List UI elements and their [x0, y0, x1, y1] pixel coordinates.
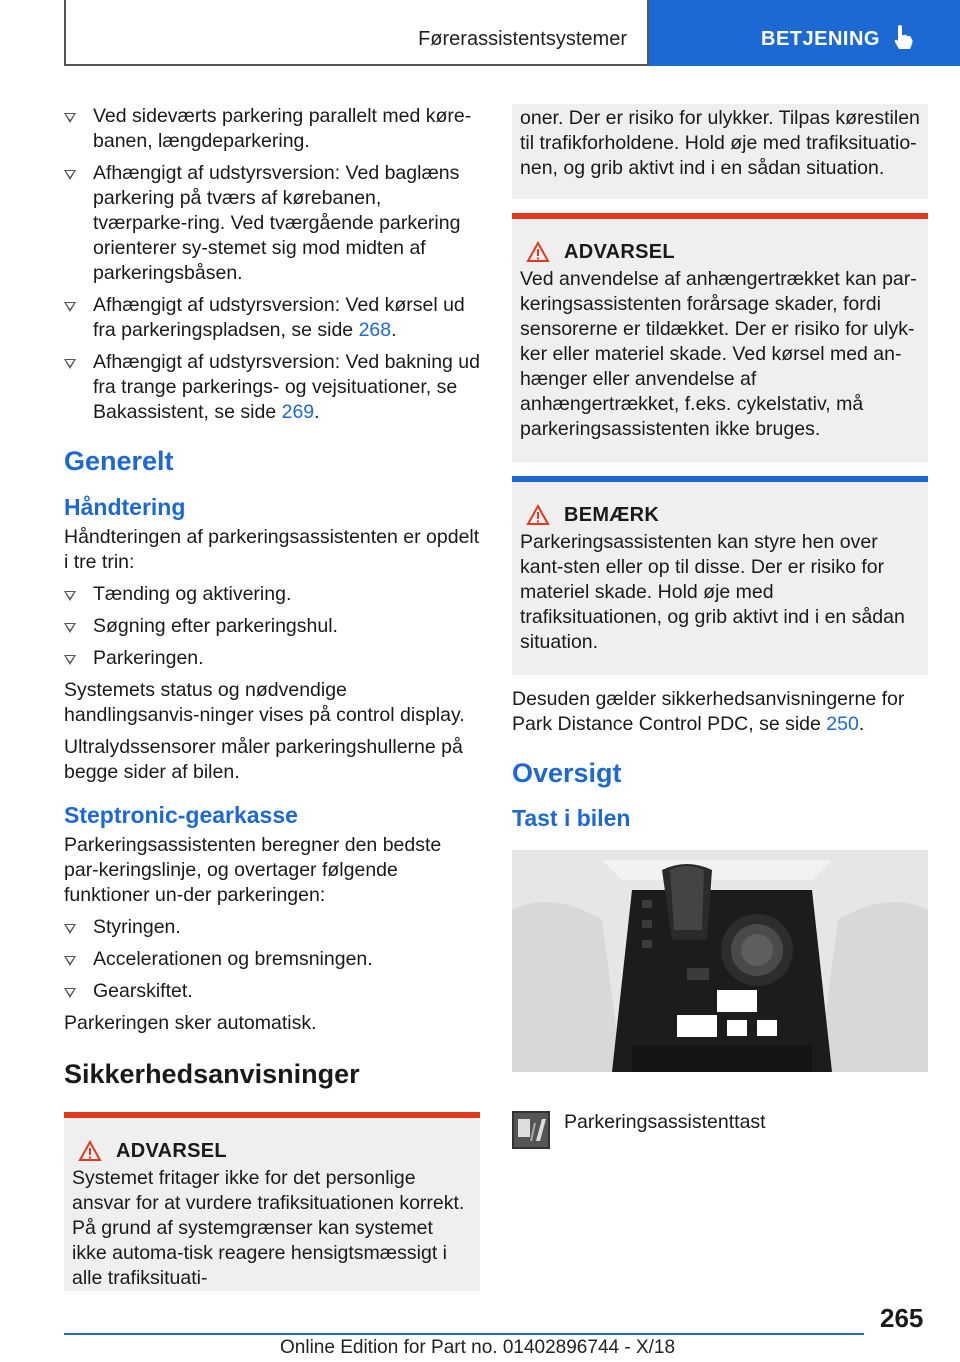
hand-pointer-icon [892, 24, 914, 50]
header-chapter-label: BETJENING [761, 28, 880, 50]
warning-body: Ved anvendelse af anhængertrækket kan par-keringsassistenten forårsage skader, fordi sensorerne er tildækket. Der er risiko for ulyk-ker eller materiel skade. Ved kørsel med an-hænger eller anvendelse af anhængertrækket, f.eks. cykelstativ, må parkeringsassistenten ikke bruges. [520, 268, 917, 440]
triangle-bullet-icon [64, 302, 76, 312]
heading-sikkerhed: Sikkerhedsanvisninger [64, 1059, 360, 1089]
paragraph: Parkeringen sker automatisk. [64, 1012, 317, 1034]
list-item: Styringen. [64, 915, 480, 940]
list-item: Ved sideværts parkering parallelt med køre-banen, længdeparkering. [64, 104, 480, 154]
triangle-bullet-icon [64, 591, 76, 601]
page-link-269[interactable]: 269 [281, 401, 315, 423]
warning-title: ADVARSEL [72, 1136, 472, 1166]
heading-oversigt: Oversigt [512, 758, 622, 788]
list-item: Parkeringen. [64, 646, 480, 671]
list-item: Accelerationen og bremsningen. [64, 947, 480, 972]
paragraph: Ultralydssensorer måler parkeringshullerne på begge sider af bilen. [64, 736, 463, 783]
paragraph: Håndteringen af parkeringsassistenten er opdelt i tre trin: [64, 526, 480, 573]
center-console-photo [512, 850, 928, 1072]
heading-handtering: Håndtering [64, 494, 186, 520]
warning-box [64, 1112, 480, 1291]
note-box [512, 476, 928, 675]
header-section-box [64, 0, 649, 66]
triangle-bullet-icon [64, 956, 76, 966]
list-item: Søgning efter parkeringshul. [64, 614, 480, 639]
note-triangle-icon [526, 504, 550, 526]
header-chapter-tab[interactable] [649, 0, 960, 66]
parking-button-row [512, 1103, 928, 1141]
paragraph: Parkeringsassistenten beregner den bedste par-keringslinje, og overtager følgende funktioner un-der parkeringen: [64, 834, 442, 906]
page-link-250[interactable]: 250 [826, 713, 859, 735]
footer-edition: Online Edition for Part no. 01402896744 - X/18 [280, 1337, 676, 1358]
left-column [64, 104, 480, 1291]
page-link-268[interactable]: 268 [358, 319, 392, 341]
triangle-bullet-icon [64, 924, 76, 934]
paragraph: Desuden gælder sikkerhedsanvisningerne for Park Distance Control PDC, se side 250. [512, 688, 905, 735]
header-section-title: Førerassistentsystemer [418, 28, 627, 50]
triangle-bullet-icon [64, 359, 76, 369]
right-column [512, 104, 928, 1141]
heading-steptronic: Steptronic-gearkasse [64, 802, 298, 828]
button-label: Parkeringsassistenttast [564, 1110, 766, 1133]
page-number: 265 [880, 1303, 924, 1333]
list-item: Afhængigt af udstyrsversion: Ved baglæns parkering på tværs af kørebanen, tværparke-ring. Ved tværgående parkering orienterer sy-stemet sig mod midten af parkeringsbåsen. [64, 161, 480, 286]
warning-title: ADVARSEL [520, 237, 920, 267]
triangle-bullet-icon [64, 623, 76, 633]
triangle-bullet-icon [64, 655, 76, 665]
list-item: Tænding og aktivering. [64, 582, 480, 607]
heading-generelt: Generelt [64, 446, 174, 476]
warning-body: Systemet fritager ikke for det personlige ansvar for at vurdere trafiksituationen korrekt. På grund af systemgrænser kan systemet ikke automa-tisk reagere hensigtsmæssigt i alle trafiksituati- [72, 1167, 465, 1289]
note-body: Parkeringsassistenten kan styre hen over kant-sten eller op til disse. Der er risiko for materiel skade. Hold øje med trafiksituationen, og grib aktivt ind i en sådan situation. [520, 531, 905, 653]
list-item: Gearskiftet. [64, 979, 480, 1004]
footer-divider [64, 1333, 864, 1335]
triangle-bullet-icon [64, 113, 76, 123]
triangle-bullet-icon [64, 988, 76, 998]
heading-tast: Tast i bilen [512, 805, 631, 831]
parking-assistant-button-icon[interactable] [512, 1111, 550, 1149]
warning-triangle-icon [526, 241, 550, 263]
triangle-bullet-icon [64, 170, 76, 180]
list-item: Afhængigt af udstyrsversion: Ved kørsel ud fra parkeringspladsen, se side 268. [64, 293, 480, 343]
paragraph: Systemets status og nødvendige handlingsanvis-ninger vises på control display. [64, 679, 465, 726]
warning-box-continued: oner. Der er risiko for ulykker. Tilpas kørestilen til trafikforholdene. Hold øje med trafiksituatio-nen, og grib aktivt ind i en sådan situation. [512, 104, 928, 199]
warning-triangle-icon [78, 1140, 102, 1162]
note-title: BEMÆRK [520, 500, 920, 530]
warning-box [512, 213, 928, 462]
list-item: Afhængigt af udstyrsversion: Ved bakning ud fra trange parkerings- og vejsituationer, se Bakassistent, se side 269. [64, 350, 480, 425]
